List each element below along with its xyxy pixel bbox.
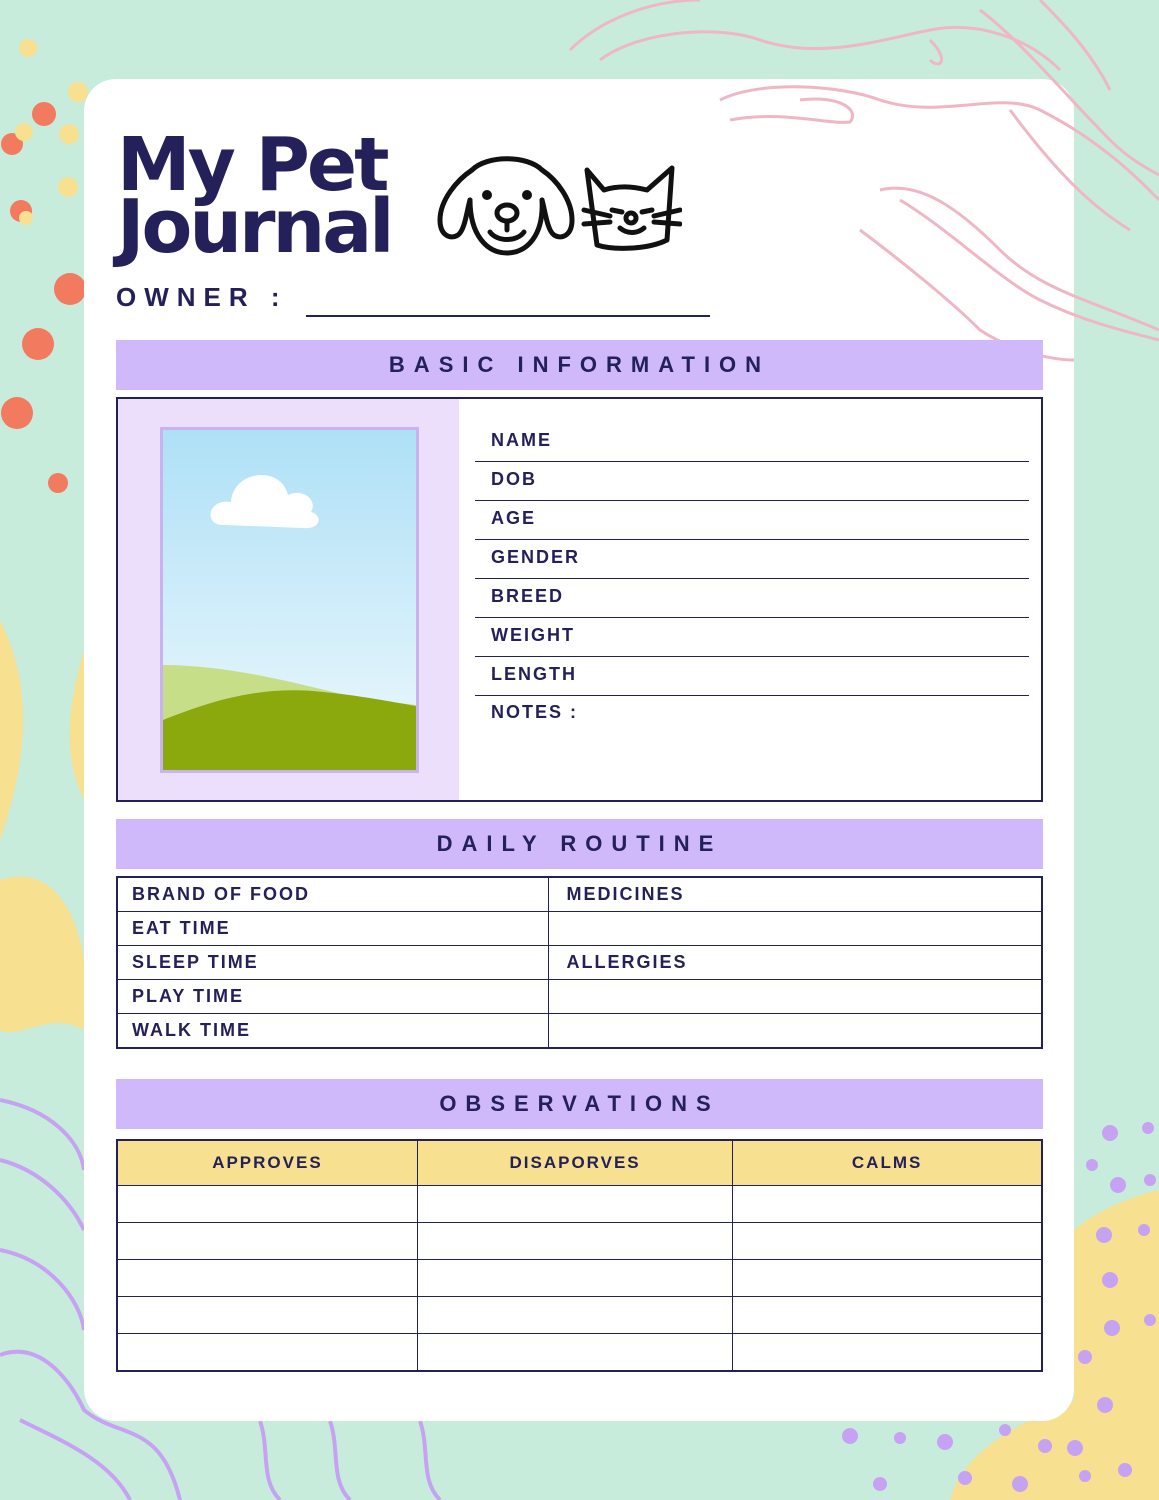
- field-breed[interactable]: [475, 577, 1029, 618]
- table-row: [117, 980, 1042, 1014]
- column-header-disaporves: DISAPORVES: [417, 1140, 732, 1186]
- cat-face-icon: [584, 168, 680, 248]
- observation-cell[interactable]: [733, 1223, 1042, 1260]
- observation-cell[interactable]: [117, 1297, 417, 1334]
- routine-cell[interactable]: BRAND OF FOOD: [117, 877, 548, 912]
- observations-heading: OBSERVATIONS: [116, 1079, 1043, 1129]
- observation-cell[interactable]: [417, 1186, 732, 1223]
- basic-information-box: [116, 397, 1043, 802]
- field-label: AGE: [491, 508, 537, 528]
- routine-cell[interactable]: PLAY TIME: [117, 980, 548, 1014]
- title-line-1: My Pet: [117, 122, 387, 208]
- table-row: [117, 1260, 1042, 1297]
- observation-cell[interactable]: [117, 1223, 417, 1260]
- routine-cell[interactable]: [548, 912, 1042, 946]
- table-row: [117, 1014, 1042, 1049]
- field-label: NAME: [491, 430, 552, 450]
- routine-cell[interactable]: ALLERGIES: [548, 946, 1042, 980]
- routine-cell[interactable]: MEDICINES: [548, 877, 1042, 912]
- page-title: [117, 122, 392, 270]
- daily-routine-table: [116, 876, 1043, 1049]
- field-age[interactable]: [475, 499, 1029, 540]
- observation-cell[interactable]: [417, 1334, 732, 1372]
- routine-cell[interactable]: [548, 1014, 1042, 1049]
- pets-illustration: [432, 150, 682, 260]
- column-header-approves: APPROVES: [117, 1140, 417, 1186]
- field-name[interactable]: [475, 421, 1029, 462]
- owner-input-line[interactable]: [306, 315, 710, 317]
- daily-routine-heading: DAILY ROUTINE: [116, 819, 1043, 869]
- field-label: WEIGHT: [491, 625, 575, 645]
- observation-cell[interactable]: [417, 1260, 732, 1297]
- observation-cell[interactable]: [733, 1260, 1042, 1297]
- table-row: [117, 1297, 1042, 1334]
- pet-photo-placeholder[interactable]: [160, 427, 419, 773]
- routine-cell[interactable]: [548, 980, 1042, 1014]
- table-row: [117, 912, 1042, 946]
- photo-panel: [118, 399, 459, 800]
- field-weight[interactable]: [475, 616, 1029, 657]
- routine-cell[interactable]: SLEEP TIME: [117, 946, 548, 980]
- field-length[interactable]: [475, 655, 1029, 696]
- routine-cell[interactable]: EAT TIME: [117, 912, 548, 946]
- routine-cell[interactable]: WALK TIME: [117, 1014, 548, 1049]
- dog-face-icon: [440, 159, 572, 253]
- landscape-image-icon: [163, 430, 416, 770]
- table-row: [117, 877, 1042, 912]
- table-row: [117, 1186, 1042, 1223]
- table-row: [117, 1334, 1042, 1372]
- observation-cell[interactable]: [117, 1334, 417, 1372]
- observation-cell[interactable]: [733, 1334, 1042, 1372]
- observation-cell[interactable]: [733, 1297, 1042, 1334]
- observation-cell[interactable]: [117, 1260, 417, 1297]
- column-header-calms: CALMS: [733, 1140, 1042, 1186]
- basic-information-heading: BASIC INFORMATION: [116, 340, 1043, 390]
- observation-cell[interactable]: [117, 1186, 417, 1223]
- title-line-2: Journal: [117, 184, 392, 270]
- observation-cell[interactable]: [417, 1223, 732, 1260]
- table-row: [117, 1223, 1042, 1260]
- field-gender[interactable]: [475, 538, 1029, 579]
- field-label: DOB: [491, 469, 537, 489]
- observation-cell[interactable]: [733, 1186, 1042, 1223]
- field-label: GENDER: [491, 547, 581, 567]
- observations-table: [116, 1139, 1043, 1372]
- field-label: LENGTH: [491, 664, 577, 684]
- notes-label[interactable]: NOTES :: [491, 702, 579, 722]
- field-label: BREED: [491, 586, 565, 606]
- owner-label: OWNER :: [116, 282, 288, 312]
- table-row: [117, 946, 1042, 980]
- table-header-row: [117, 1140, 1042, 1186]
- observation-cell[interactable]: [417, 1297, 732, 1334]
- field-dob[interactable]: [475, 460, 1029, 501]
